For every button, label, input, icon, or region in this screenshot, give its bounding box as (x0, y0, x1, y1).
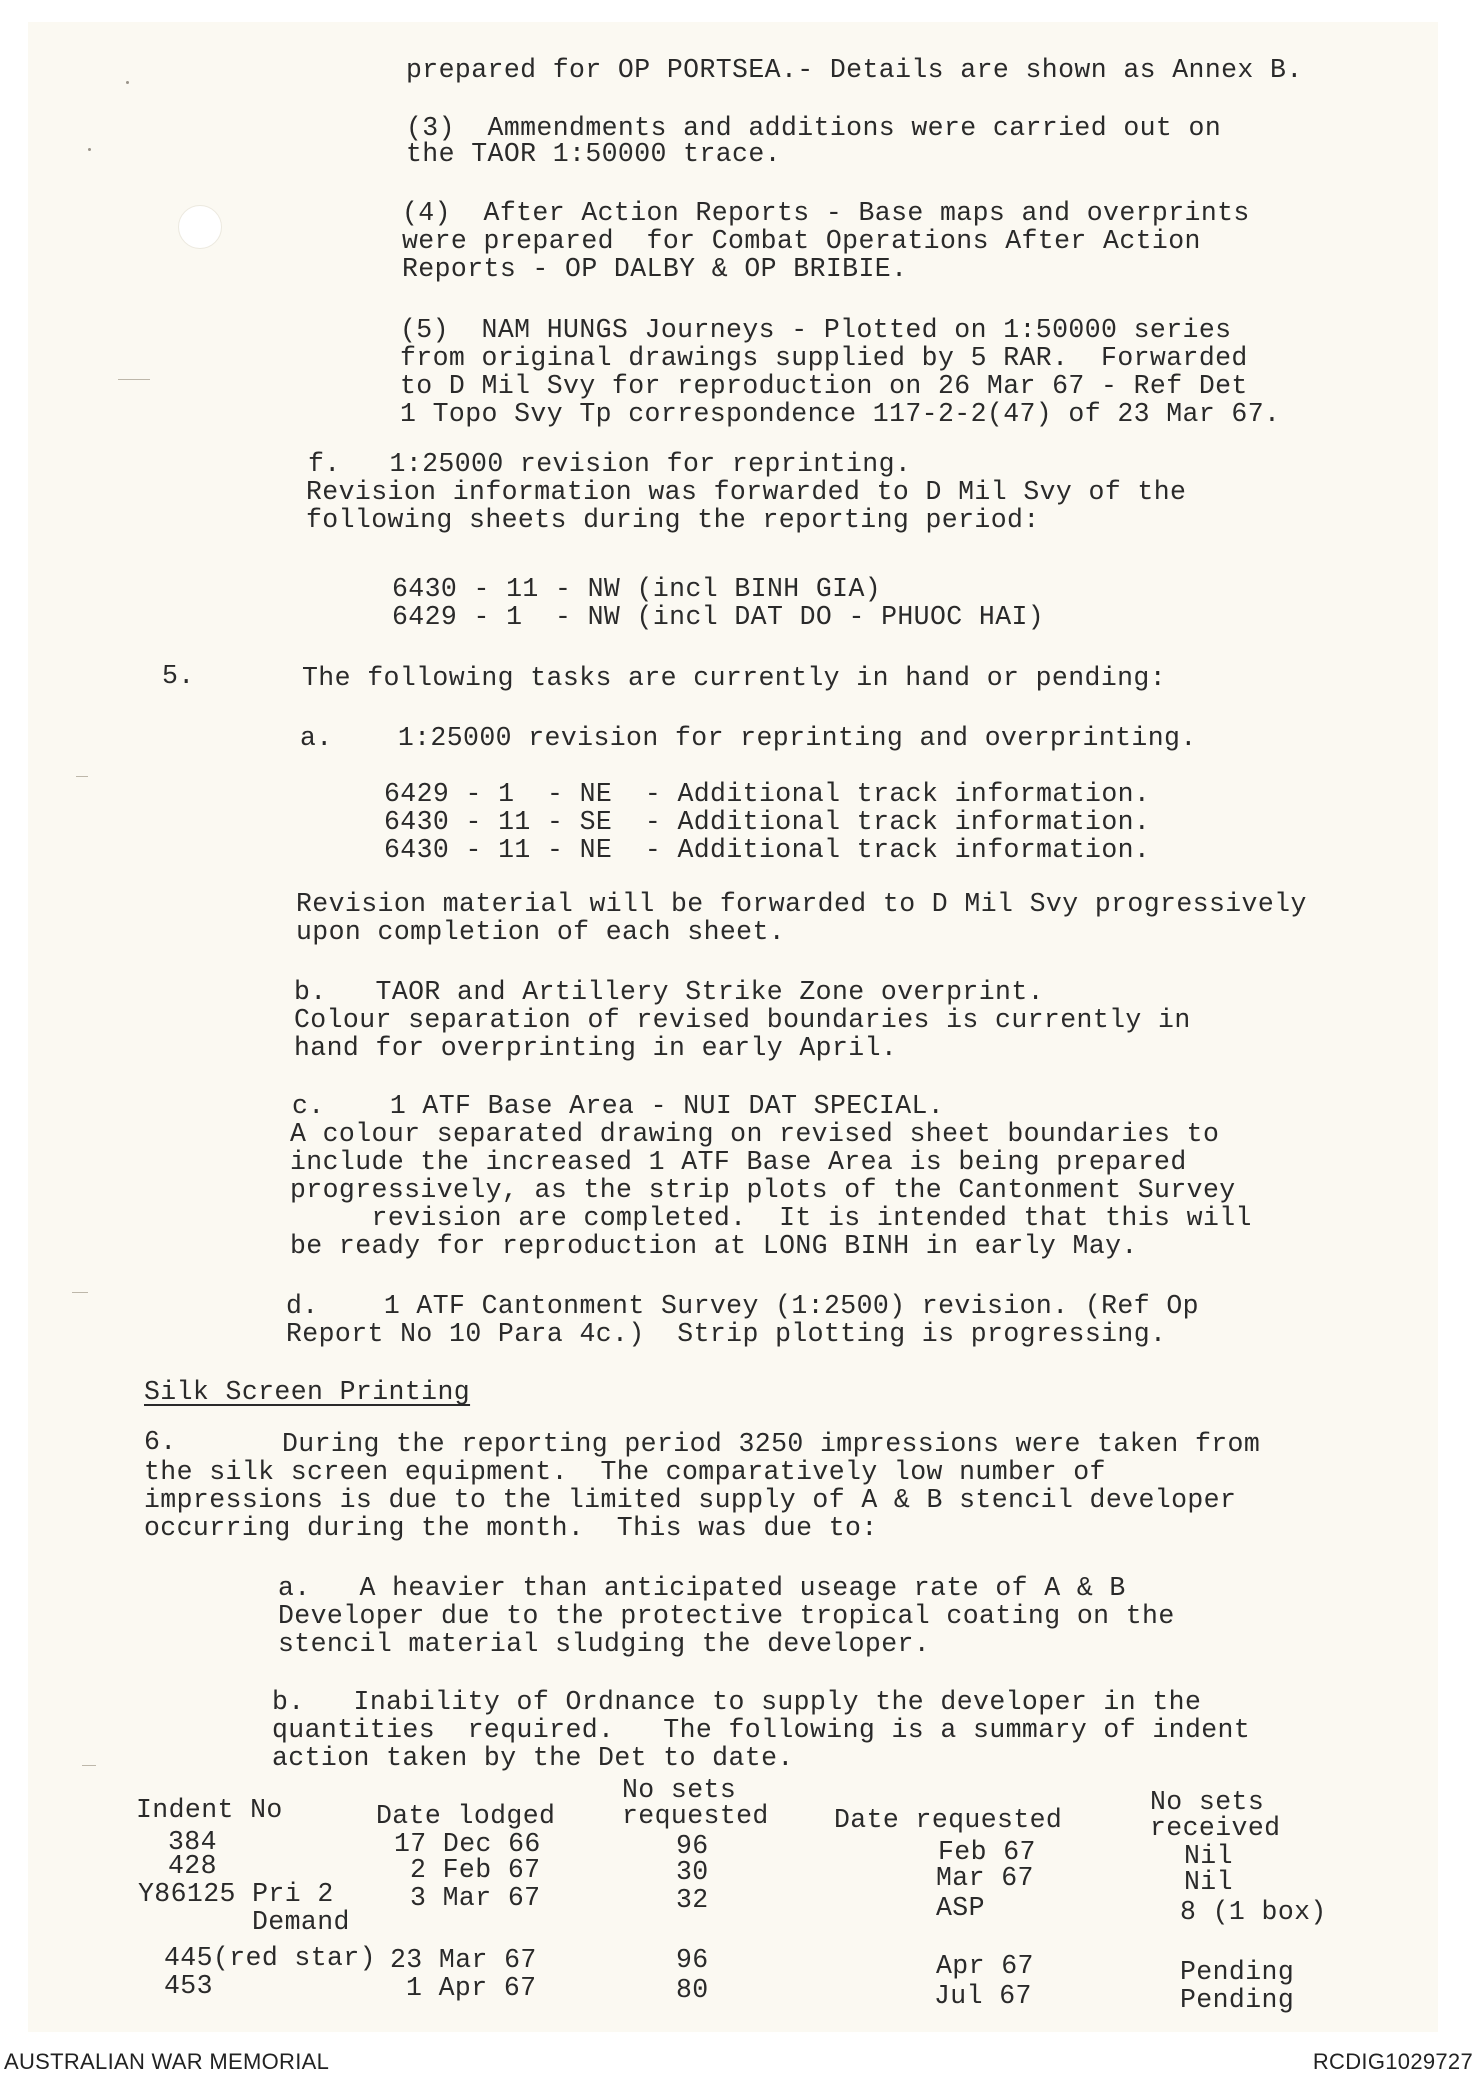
doc-line: the TAOR 1:50000 trace. (406, 139, 781, 169)
table-cell: Nil (1184, 1867, 1233, 1897)
doc-line: include the increased 1 ATF Base Area is being prepared (290, 1147, 1187, 1177)
table-header: Date lodged (376, 1801, 556, 1831)
doc-line: Developer due to the protective tropical coating on the (278, 1601, 1175, 1631)
doc-line: prepared for OP PORTSEA.- Details are shown as Annex B. (406, 55, 1303, 85)
doc-line: upon completion of each sheet. (296, 917, 786, 947)
table-cell: Apr 67 (936, 1951, 1034, 1981)
doc-line: f. 1:25000 revision for reprinting. (308, 449, 912, 479)
doc-line: c. 1 ATF Base Area - NUI DAT SPECIAL. (292, 1091, 945, 1121)
doc-line: 6429 - 1 - NW (incl DAT DO - PHUOC HAI) (392, 602, 1045, 632)
doc-line: Report No 10 Para 4c.) Strip plotting is progressing. (286, 1319, 1167, 1349)
table-cell: 23 Mar 67 (390, 1945, 537, 1975)
table-cell: 96 (676, 1945, 709, 1975)
table-header: Date requested (834, 1805, 1063, 1835)
doc-line: from original drawings supplied by 5 RAR. Forwarded (400, 343, 1248, 373)
doc-line: (5) NAM HUNGS Journeys - Plotted on 1:50000 series (400, 315, 1232, 345)
margin-mark (88, 148, 91, 151)
doc-line: d. 1 ATF Cantonment Survey (1:2500) revision. (Ref Op (286, 1291, 1199, 1321)
margin-mark (126, 81, 129, 84)
doc-line: the silk screen equipment. The comparatively low number of (144, 1457, 1106, 1487)
margin-mark (72, 1292, 88, 1293)
doc-line: 6429 - 1 - NE - Additional track information. (384, 779, 1151, 809)
section-heading: Silk Screen Printing (144, 1377, 471, 1407)
doc-line: progressively, as the strip plots of the Cantonment Survey (290, 1175, 1236, 1205)
table-cell: 384 (168, 1827, 217, 1857)
doc-line: revision are completed. It is intended that this will (290, 1203, 1252, 1233)
doc-line: a. 1:25000 revision for reprinting and overprinting. (300, 723, 1197, 753)
doc-line: stencil material sludging the developer. (278, 1629, 931, 1659)
margin-mark (82, 1765, 96, 1766)
doc-line: to D Mil Svy for reproduction on 26 Mar 67 - Ref Det (400, 371, 1248, 401)
archive-identifier: RCDIG1029727 (1312, 2049, 1473, 2074)
table-cell: Y86125 Pri 2 (138, 1879, 334, 1909)
doc-line: A colour separated drawing on revised sheet boundaries to (290, 1119, 1220, 1149)
table-cell: 30 (676, 1857, 709, 1887)
doc-line: be ready for reproduction at LONG BINH in early May. (290, 1231, 1138, 1261)
doc-line: During the reporting period 3250 impressions were taken from (282, 1429, 1261, 1459)
doc-line: Reports - OP DALBY & OP BRIBIE. (402, 254, 908, 284)
doc-line: hand for overprinting in early April. (294, 1033, 898, 1063)
doc-line: 6430 - 11 - NW (incl BINH GIA) (392, 574, 882, 604)
doc-line: (4) After Action Reports - Base maps and overprints (402, 198, 1250, 228)
table-cell: 2 Feb 67 (410, 1855, 541, 1885)
doc-line: a. A heavier than anticipated useage rate of A & B (278, 1573, 1126, 1603)
doc-line: b. TAOR and Artillery Strike Zone overprint. (294, 977, 1044, 1007)
table-cell: 32 (676, 1885, 709, 1915)
table-cell: 17 Dec 66 (394, 1829, 541, 1859)
doc-line: impressions is due to the limited supply of A & B stencil developer (144, 1485, 1237, 1515)
table-cell: ASP (936, 1893, 985, 1923)
paragraph-number: 5. (162, 661, 195, 691)
archive-source: AUSTRALIAN WAR MEMORIAL (4, 2049, 330, 2074)
doc-line: following sheets during the reporting period: (306, 505, 1040, 535)
table-cell: 453 (164, 1971, 213, 2001)
table-header: No sets (1150, 1787, 1265, 1817)
margin-mark (76, 776, 88, 777)
paragraph-number: 6. (144, 1427, 177, 1457)
table-cell: Pending (1180, 1957, 1295, 1987)
table-cell: 3 Mar 67 (410, 1883, 541, 1913)
margin-mark (118, 379, 150, 380)
doc-line: quantities required. The following is a summary of indent (272, 1715, 1251, 1745)
doc-line: action taken by the Det to date. (272, 1743, 794, 1773)
doc-line: were prepared for Combat Operations After Action (402, 226, 1201, 256)
table-cell: 8 (1 box) (1180, 1897, 1327, 1927)
table-header: received (1150, 1813, 1281, 1843)
table-cell: Feb 67 (938, 1837, 1036, 1867)
doc-line: The following tasks are currently in hand or pending: (302, 663, 1167, 693)
doc-line: 6430 - 11 - NE - Additional track information. (384, 835, 1151, 865)
doc-line: 6430 - 11 - SE - Additional track information. (384, 807, 1151, 837)
table-cell: 80 (676, 1975, 709, 2005)
doc-line: Revision material will be forwarded to D Mil Svy progressively (296, 889, 1307, 919)
doc-line: 1 Topo Svy Tp correspondence 117-2-2(47) of 23 Mar 67. (400, 399, 1281, 429)
table-header: Indent No (136, 1795, 283, 1825)
table-cell: Mar 67 (936, 1863, 1034, 1893)
table-cell: 428 (168, 1851, 217, 1881)
punch-hole (178, 205, 222, 249)
doc-line: b. Inability of Ordnance to supply the developer in the (272, 1687, 1202, 1717)
table-cell: 1 Apr 67 (406, 1973, 537, 2003)
table-cell: Pending (1180, 1985, 1295, 2015)
table-cell: 96 (676, 1831, 709, 1861)
doc-line: occurring during the month. This was due to: (144, 1513, 878, 1543)
table-cell: Demand (252, 1907, 350, 1937)
table-header: No sets (622, 1775, 737, 1805)
table-cell: Nil (1184, 1841, 1233, 1871)
doc-line: (3) Ammendments and additions were carried out on (406, 113, 1222, 143)
table-header: requested (622, 1801, 769, 1831)
table-cell: Jul 67 (934, 1981, 1032, 2011)
doc-line: Revision information was forwarded to D Mil Svy of the (306, 477, 1187, 507)
doc-line: Colour separation of revised boundaries is currently in (294, 1005, 1191, 1035)
table-cell: 445(red star) (164, 1943, 376, 1973)
